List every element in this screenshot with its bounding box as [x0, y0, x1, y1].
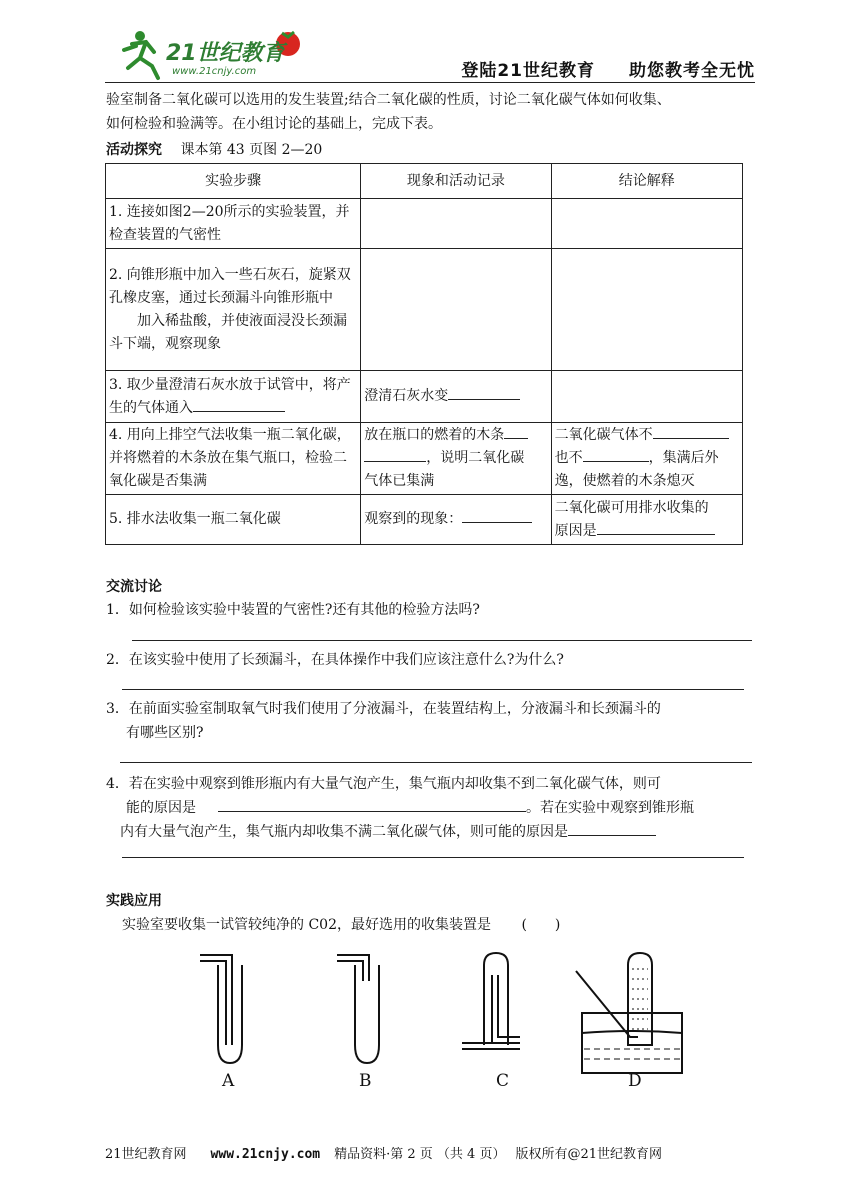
- activity-heading: [106, 138, 322, 162]
- activity-ref: 课本第 43 页图 2—20: [180, 142, 323, 158]
- experiment-table: [105, 163, 743, 545]
- step-text-b: 加入稀盐酸，并使液面浸没长颈漏斗下端，观察现象: [109, 312, 347, 352]
- label-c: C: [496, 1071, 510, 1091]
- label-a: A: [222, 1071, 235, 1091]
- answer-paren[interactable]: ( ): [521, 917, 561, 933]
- question-4-line-b2: 。若在实验中观察到锥形瓶: [526, 800, 694, 816]
- question-2: 2．在该实验中使用了长颈漏斗，在具体操作中我们应该注意什么?为什么?: [106, 652, 564, 668]
- question-4: [106, 772, 766, 844]
- answer-line[interactable]: [122, 857, 744, 858]
- question-1: 1．如何检验该实验中装置的气密性?还有其他的检验方法吗?: [106, 602, 480, 618]
- apparatus-d[interactable]: [576, 953, 682, 1073]
- answer-blank[interactable]: [218, 811, 526, 812]
- conclusion-cell: [551, 423, 742, 495]
- answer-line[interactable]: [122, 689, 744, 690]
- logo-text: 21世纪教育: [166, 41, 285, 66]
- footer-site: 21世纪教育网: [105, 1147, 187, 1162]
- record-text-a: 放在瓶口的燃着的木条: [364, 427, 505, 443]
- table-header: 现象和活动记录: [361, 164, 551, 199]
- step-cell: [106, 249, 361, 371]
- intro-line-2: 如何检验和验满等。在小组讨论的基础上，完成下表。: [106, 116, 442, 132]
- record-cell: [361, 495, 551, 545]
- practice-question: [122, 913, 560, 937]
- header-divider: [105, 82, 755, 83]
- record-text: 澄清石灰水变: [364, 388, 449, 404]
- step-text: 2. 向锥形瓶中加入一些石灰石，旋紧双孔橡皮塞，通过长颈漏斗向锥形瓶中: [109, 266, 351, 306]
- concl-text-d: 逸，使燃着的木条熄灭: [554, 473, 695, 489]
- concl-text-a: 二氧化碳可用排水收集的: [554, 499, 709, 516]
- intro-text: [106, 88, 671, 136]
- conclusion-cell: [551, 371, 742, 423]
- question-4-line-b1: 能的原因是: [126, 800, 196, 816]
- footer-page: 精品资料·第 2 页 （共 4 页）: [334, 1147, 506, 1162]
- conclusion-cell: [551, 495, 742, 545]
- question-4-line-a: 4．若在实验中观察到锥形瓶内有大量气泡产生，集气瓶内却收集不到二氧化碳气体，则可: [106, 776, 661, 792]
- record-text: 观察到的现象：: [364, 511, 463, 527]
- table-row: [106, 495, 743, 545]
- record-cell: [361, 199, 551, 249]
- table-row: [106, 249, 743, 371]
- answer-blank[interactable]: [448, 399, 520, 400]
- apparatus-figure: [180, 945, 700, 1095]
- conclusion-cell: [551, 199, 742, 249]
- record-cell: [361, 249, 551, 371]
- answer-blank[interactable]: [504, 438, 528, 439]
- question-3-line-a: 3．在前面实验室制取氧气时我们使用了分液漏斗，在装置结构上，分液漏斗和长颈漏斗的: [106, 701, 661, 717]
- concl-text-a: 二氧化碳气体不: [554, 427, 653, 443]
- answer-line[interactable]: [120, 762, 752, 763]
- conclusion-cell: [551, 249, 742, 371]
- apparatus-c[interactable]: [462, 953, 520, 1049]
- label-b: B: [359, 1071, 372, 1091]
- step-cell: 5. 排水法收集一瓶二氧化碳: [106, 495, 361, 545]
- header-slogan: [461, 56, 755, 81]
- answer-blank[interactable]: [462, 522, 532, 523]
- record-text-c: 气体已集满: [364, 473, 435, 489]
- step-cell: 1. 连接如图2—20所示的实验装置，并检查装置的气密性: [106, 199, 361, 249]
- step-cell: [106, 371, 361, 423]
- answer-line[interactable]: [132, 640, 752, 641]
- table-row: [106, 371, 743, 423]
- logo: [110, 22, 310, 84]
- step-cell: 4. 用向上排空气法收集一瓶二氧化碳，并将燃着的木条放在集气瓶口，检验二氧化碳是否集满: [106, 423, 361, 495]
- table-row: [106, 199, 743, 249]
- footer: [105, 1143, 672, 1162]
- table-header-row: [106, 164, 743, 199]
- answer-blank[interactable]: [583, 461, 649, 462]
- concl-text-b: 原因是: [554, 522, 597, 539]
- record-cell: [361, 423, 551, 495]
- answer-blank[interactable]: [364, 461, 426, 462]
- question-3: [106, 697, 661, 745]
- record-cell: [361, 371, 551, 423]
- step-text: 3. 取少量澄清石灰水放于试管中，将产生的气体通入: [109, 376, 351, 416]
- apparatus-b[interactable]: [337, 955, 379, 1063]
- slogan-1: 登陆21世纪教育: [461, 61, 595, 81]
- slogan-2: 助您教考全无忧: [629, 61, 755, 81]
- concl-text-b: 也不: [554, 450, 583, 466]
- practice-title: 实践应用: [106, 893, 162, 909]
- answer-blank[interactable]: [597, 534, 715, 535]
- table-row: [106, 423, 743, 495]
- question-3-line-b: 有哪些区别?: [126, 725, 204, 741]
- record-text-b: ，说明二氧化碳: [426, 450, 525, 466]
- discussion-title: 交流讨论: [106, 579, 162, 595]
- answer-blank[interactable]: [568, 835, 656, 836]
- label-d: D: [628, 1071, 642, 1091]
- intro-line-1: 验室制备二氧化碳可以选用的发生装置;结合二氧化碳的性质，讨论二氧化碳气体如何收集、: [106, 92, 671, 108]
- table-header: 实验步骤: [106, 164, 361, 199]
- concl-text-c: ，集满后外: [648, 450, 719, 466]
- answer-blank[interactable]: [193, 411, 285, 412]
- question-4-line-c: 内有大量气泡产生，集气瓶内却收集不满二氧化碳气体，则可能的原因是: [120, 824, 568, 840]
- footer-copyright: 版权所有@21世纪教育网: [515, 1147, 663, 1162]
- activity-title: 活动探究: [106, 142, 162, 158]
- footer-url[interactable]: www.21cnjy.com: [210, 1147, 321, 1162]
- apparatus-a[interactable]: [200, 955, 242, 1063]
- practice-question-text: 实验室要收集一试管较纯净的 C02，最好选用的收集装置是: [122, 917, 491, 933]
- table-header: 结论解释: [551, 164, 742, 199]
- logo-url: www.21cnjy.com: [172, 66, 257, 77]
- answer-blank[interactable]: [653, 438, 729, 439]
